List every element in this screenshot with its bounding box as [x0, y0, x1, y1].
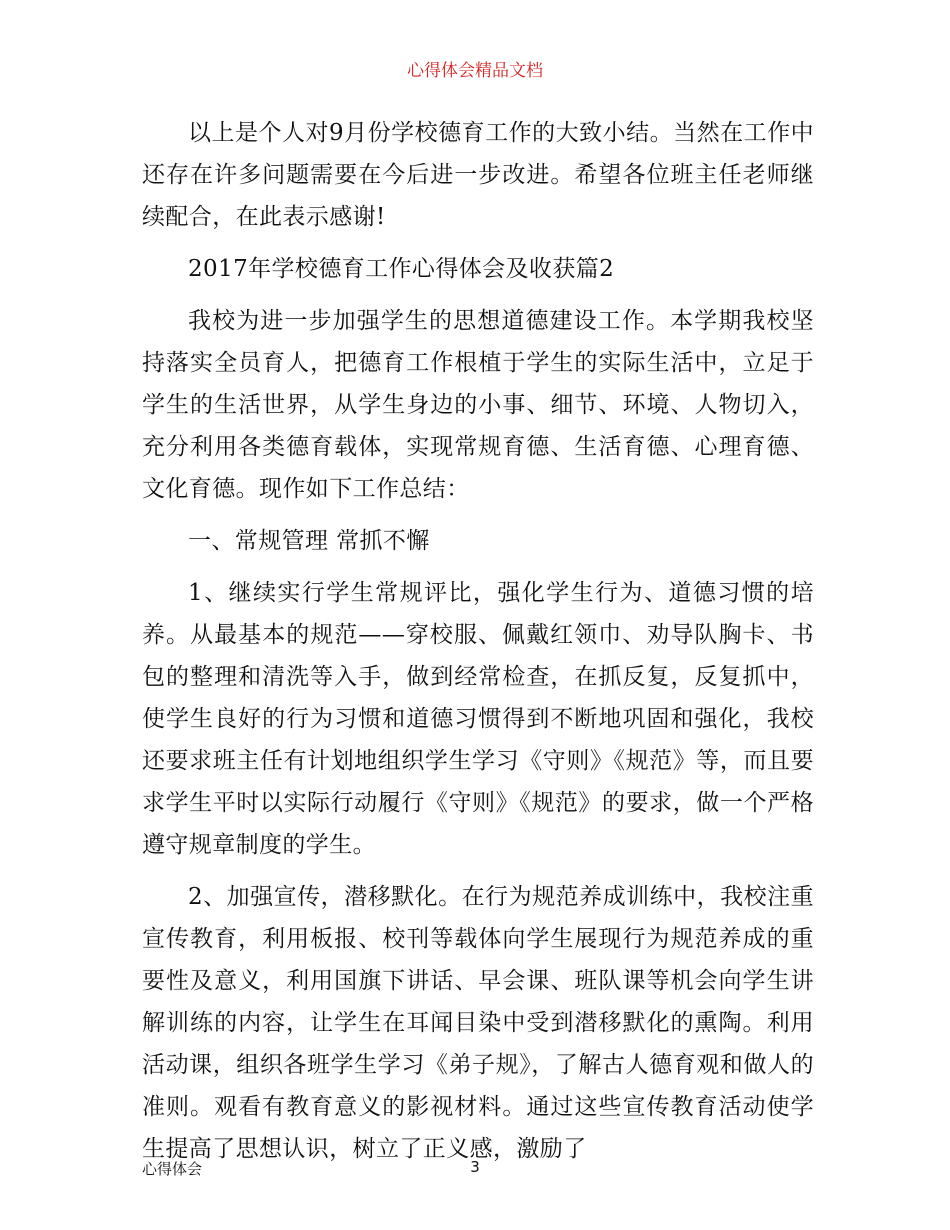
- section-heading: 一、常规管理 常抓不懈: [188, 528, 430, 554]
- document-body: [142, 112, 814, 1170]
- page-header-title: 心得体会精品文档: [407, 61, 543, 81]
- paragraph-item-1: 1、继续实行学生常规评比，强化学生行为、道德习惯的培养。从最基本的规范——穿校服、佩戴红领巾、劝导队胸卡、书包的整理和清洗等入手，做到经常检查，在抓反复，反复抓中，使学生良好的行为习惯和道德习惯得到不断地巩固和强化，我校还要求班主任有计划地组织学生学习《守则》《规范》等，而且要求学生平时以实际行动履行《守则》《规范》的要求，做一个严格遵守规章制度的学生。: [142, 580, 814, 858]
- paragraph-summary: 以上是个人对9月份学校德育工作的大致小结。当然在工作中还存在许多问题需要在今后进一步改进。希望各位班主任老师继续配合，在此表示感谢!: [142, 120, 814, 230]
- section-title: 2017年学校德育工作心得体会及收获篇2: [188, 256, 615, 282]
- paragraph-intro: 我校为进一步加强学生的思想道德建设工作。本学期我校坚持落实全员育人，把德育工作根植于学生的实际生活中，立足于学生的生活世界，从学生身边的小事、细节、环境、人物切入，充分利用各类德育载体，实现常规育德、生活育德、心理育德、文化育德。现作如下工作总结：: [142, 308, 814, 502]
- footer-label: 心得体会: [142, 1160, 203, 1178]
- paragraph-item-2: 2、加强宣传，潜移默化。在行为规范养成训练中，我校注重宣传教育，利用板报、校刊等载体向学生展现行为规范养成的重要性及意义，利用国旗下讲话、早会课、班队课等机会向学生讲解训练的内容，让学生在耳闻目染中受到潜移默化的熏陶。利用活动课，组织各班学生学习《弟子规》，了解古人德育观和做人的准则。观看有教育意义的影视材料。通过这些宣传教育活动使学生提高了思想认识，树立了正义感，激励了: [142, 884, 814, 1162]
- page-number: 3: [470, 1158, 480, 1176]
